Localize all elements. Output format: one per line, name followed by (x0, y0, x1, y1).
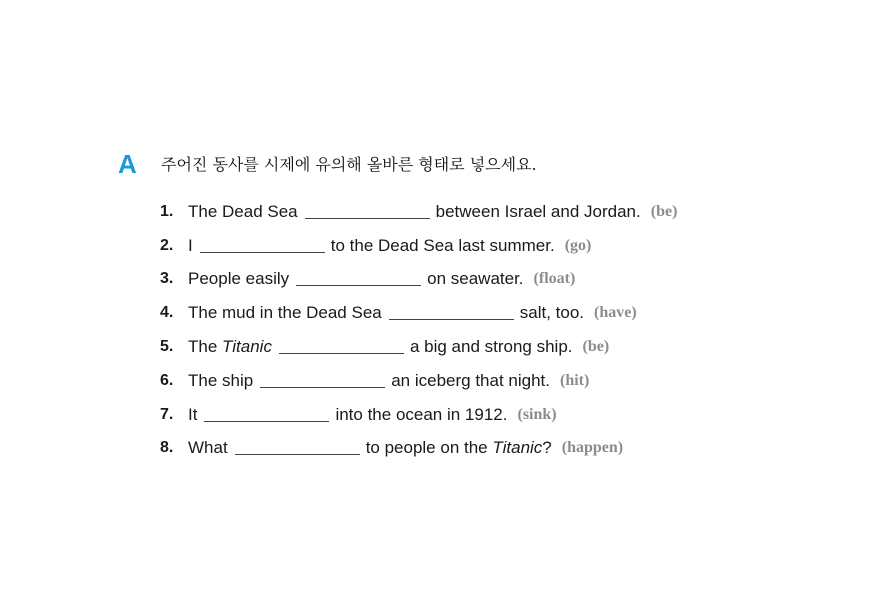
item-number: 8. (160, 439, 174, 457)
answer-blank[interactable] (200, 251, 325, 253)
verb-hint: (go) (564, 236, 592, 254)
sentence-start: The ship (188, 370, 254, 390)
ship-name: Titanic (222, 337, 272, 357)
answer-blank[interactable] (204, 420, 329, 422)
sentence-start: What (188, 438, 228, 458)
verb-hint: (float) (533, 270, 576, 288)
verb-hint: (happen) (561, 439, 624, 457)
exercise-item-2 (160, 229, 677, 263)
exercise-item-4 (160, 296, 677, 330)
answer-blank[interactable] (235, 453, 360, 455)
question-mark: ? (542, 438, 552, 458)
verb-hint: (hit) (559, 371, 590, 389)
answer-blank[interactable] (305, 217, 430, 219)
sentence-end: an iceberg that night. (391, 370, 550, 390)
sentence-start: It (188, 404, 198, 424)
answer-blank[interactable] (260, 386, 385, 388)
item-number: 5. (160, 338, 174, 356)
verb-hint: (sink) (517, 405, 557, 423)
sentence-end: to the Dead Sea last summer. (330, 235, 555, 255)
item-number: 3. (160, 270, 174, 288)
sentence-end: into the ocean in 1912. (335, 404, 508, 424)
exercise-item-7 (160, 398, 677, 432)
verb-hint: (have) (594, 304, 637, 322)
exercise-item-5 (160, 330, 677, 364)
item-number: 1. (160, 202, 174, 220)
sentence-start: The Dead Sea (188, 201, 298, 221)
instruction-text: 주어진 동사를 시제에 유의해 올바른 형태로 넣으세요. (161, 155, 537, 174)
sentence-end: on seawater. (427, 269, 524, 289)
sentence-end: between Israel and Jordan. (435, 201, 641, 221)
item-number: 4. (160, 304, 174, 322)
item-number: 6. (160, 371, 174, 389)
exercise-item-3 (160, 263, 677, 297)
answer-blank[interactable] (279, 352, 404, 354)
exercise-item-8 (160, 432, 677, 466)
verb-hint: (be) (650, 202, 678, 220)
sentence-end: to people on the (365, 438, 488, 458)
ship-name: Titanic (492, 438, 543, 458)
sentence-end: salt, too. (519, 303, 584, 323)
sentence-start: People easily (188, 269, 290, 289)
sentence-start: The (188, 337, 218, 357)
sentence-start: I (188, 235, 193, 255)
answer-blank[interactable] (296, 284, 421, 286)
sentence-start: The mud in the Dead Sea (188, 303, 382, 323)
item-number: 2. (160, 236, 174, 254)
exercise-item-1 (160, 195, 677, 229)
answer-blank[interactable] (389, 318, 514, 320)
exercise-item-6 (160, 364, 677, 398)
verb-hint: (be) (582, 338, 610, 356)
exercise-list (160, 195, 677, 465)
section-letter: A (118, 149, 137, 179)
sentence-end: a big and strong ship. (409, 337, 573, 357)
item-number: 7. (160, 405, 174, 423)
